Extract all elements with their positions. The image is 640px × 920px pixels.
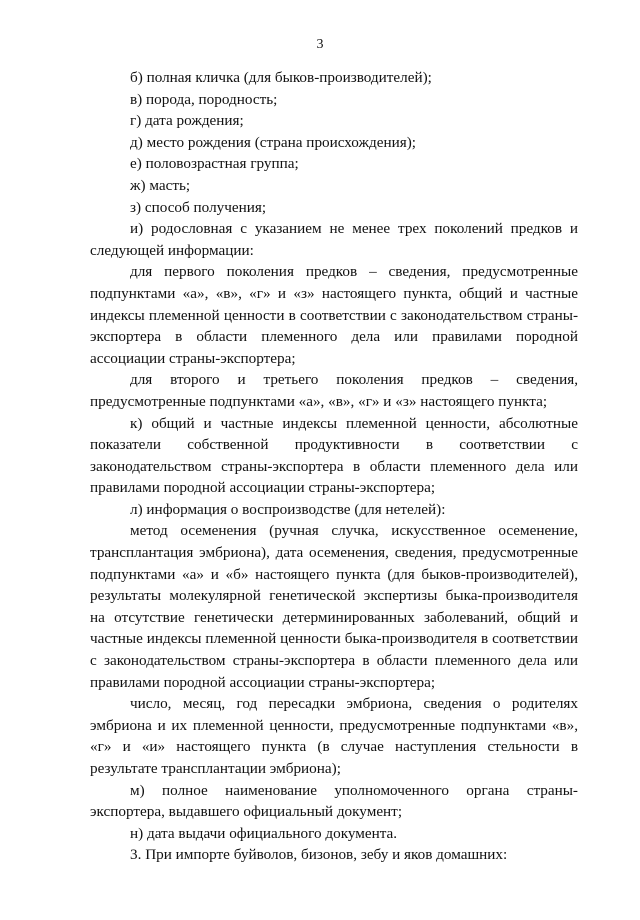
pedigree-second-third-generation: для второго и третьего поколения предков – сведения, предусмотренные подпунктами «а», «в», «г» и «з» настоящего пункта;	[90, 371, 578, 410]
embryo-transfer-details: число, месяц, год пересадки эмбриона, сведения о родителях эмбриона и их племенной ценности, предусмотренные подпунктами «в», «г» и «и» настоящего пункта (в случае наступления стельности в результате трансплантации эмбриона);	[90, 695, 578, 777]
item-i-pedigree: и) родословная с указанием не менее трех поколений предков и следующей информации:	[90, 220, 578, 259]
page-number: 3	[316, 37, 324, 52]
item-zh-coat-color: ж) масть;	[130, 176, 191, 194]
item-e-sex-age-group: е) половозрастная группа;	[130, 155, 299, 173]
section-3-heading: 3. При импорте буйволов, бизонов, зебу и яков домашних:	[130, 846, 508, 864]
item-g-birth-date: г) дата рождения;	[130, 112, 244, 130]
item-v-breed: в) порода, породность;	[130, 90, 278, 108]
item-l-reproduction-info: л) информация о воспроизводстве (для нетелей):	[130, 500, 446, 518]
item-m-authority-name: м) полное наименование уполномоченного органа страны-экспортера, выдавшего официальный документ;	[90, 781, 578, 821]
item-b-full-name: б) полная кличка (для быков-производителей);	[130, 69, 432, 86]
pedigree-first-generation: для первого поколения предков – сведения, предусмотренные подпунктами «а», «в», «г» и «з» настоящего пункта, общий и частные индексы племенной ценности в соответствии с законодательством страны-экспортера в области племенного дела или правилами породной ассоциации страны-экспортера;	[90, 263, 578, 367]
item-d-birth-place: д) место рождения (страна происхождения);	[130, 133, 417, 151]
item-z-method-obtained: з) способ получения;	[130, 198, 267, 216]
item-k-breeding-indices: к) общий и частные индексы племенной ценности, абсолютные показатели собственной продуктивности в соответствии с законодательством страны-экспортера в области племенного дела или правилами породной ассоциации страны-экспортера;	[90, 414, 578, 497]
insemination-method: метод осеменения (ручная случка, искусственное осеменение, трансплантация эмбриона), дата осеменения, сведения, предусмотренные подпунктами «а» и «б» настоящего пункта (для быков-производителей), результаты молекулярной генетической экспертизы быка-производителя на отсутствие генетически детерминированных заболеваний, общий и частные индексы племенной ценности быка-производителя в соответствии с законодательством страны-экспортера в области племенного дела или правилами породной ассоциации страны-экспортера;	[90, 522, 578, 691]
item-n-document-date: н) дата выдачи официального документа.	[130, 824, 398, 842]
document-body	[90, 67, 578, 866]
